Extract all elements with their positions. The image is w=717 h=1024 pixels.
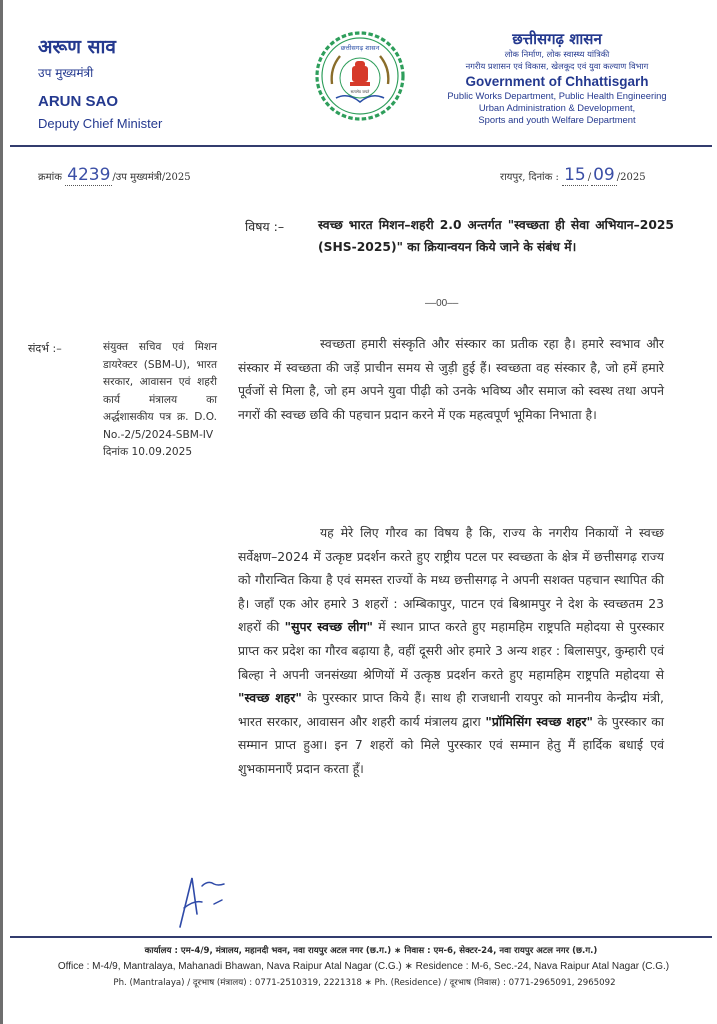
- subject-label: विषय :–: [245, 219, 285, 234]
- letter-date-day: 15: [564, 165, 586, 185]
- letter-date-month: 09: [593, 165, 615, 185]
- sender-name-hindi: अरूण साव: [38, 36, 116, 58]
- letter-number-suffix: /उप मुख्यमंत्री/2025: [112, 172, 191, 183]
- reference-label: संदर्भ :–: [28, 342, 62, 355]
- footer-address: [0, 943, 717, 991]
- sender-designation-hindi: उप मुख्यमंत्री: [38, 66, 94, 80]
- letter-date-year: /2025: [616, 172, 646, 183]
- paragraph-2-part-g: के पुरस्कार का सम्मान प्राप्त हुआ। इन 7 शहरों को मिले पुरस्कार एवं सम्मान हेतु मैं हार्दिक बधाई एवं शुभकामनाएँ प्रदान करता हूँ।: [238, 713, 665, 776]
- departments-english-line2: Urban Administration & Development,: [478, 102, 636, 113]
- departments-hindi-line2: नगरीय प्रशासन एवं विकास, खेलकूद एवं युवा कल्याण विभाग: [465, 61, 649, 71]
- paragraph-2-part-e: के पुरस्कार प्राप्त किये हैं। साथ ही राजधानी रायपुर को माननीय केन्द्रीय मंत्री, भारत सरकार, आवासन और शहरी कार्य मंत्रालय द्वारा: [238, 690, 664, 729]
- body-paragraph-2: [238, 521, 664, 781]
- letter-date-separator: /: [587, 172, 592, 183]
- promising-swachh-shahar-highlight: "प्रॉमिसिंग स्वच्छ शहर": [485, 713, 593, 729]
- letter-number-label: क्रमांक: [38, 172, 62, 183]
- letter-date-label: रायपुर, दिनांक :: [500, 172, 559, 183]
- government-name-english: Government of Chhattisgarh: [465, 74, 649, 89]
- footer-divider: [10, 936, 712, 938]
- departments-hindi-line1: लोक निर्माण, लोक स्वास्थ्य यांत्रिकी: [504, 49, 610, 59]
- letter-number: [38, 165, 191, 185]
- chhattisgarh-emblem-icon: [312, 28, 408, 124]
- footer-address-english: Office : M-4/9, Mantralaya, Mahanadi Bhawan, Nava Raipur Atal Nagar (C.G.) ∗ Residence : M-6, Sec.-24, Nava Raipur Atal Nagar (C.G.): [57, 961, 670, 972]
- paragraph-2-part-a: यह मेरे लिए गौरव का विषय है कि, राज्य के नगरीय निकायों ने स्वच्छ सर्वेक्षण–2024 में उत्कृष्ट प्रदर्शन करते हुए राष्ट्रीय पटल पर स्वच्छता के क्षेत्र में छत्तीसगढ़ राज्य को गौरान्वित किया है एवं समस्त राज्यों के मध्य छत्तीसगढ़ ने अपनी सशक्त पहचान स्थापित की है। जहाँ एक ओर हमारे 3 शहरों : अम्बिकापुर, पाटन एवं बिश्रामपुर ने देश के स्वच्छतम 23 शहरों की: [238, 525, 664, 635]
- letter-number-value: 4239: [67, 165, 111, 185]
- signature: [172, 872, 242, 932]
- swachh-shahar-highlight: "स्वच्छ शहर": [238, 690, 302, 706]
- footer-address-hindi: कार्यालय : एम-4/9, मंत्रालय, महानदी भवन, नवा रायपुर अटल नगर (छ.ग.) ∗ निवास : एम-6, सेक्टर-24, नवा रायपुर अटल नगर (छ.ग.): [144, 946, 598, 956]
- emblem-text: छत्तीसगढ़ शासन: [340, 44, 380, 52]
- government-block: [412, 30, 702, 126]
- header-divider: [10, 145, 712, 147]
- body-paragraph-1: स्वच्छता हमारी संस्कृति और संस्कार का प्रतीक रहा है। हमारे स्वभाव और संस्कार में स्वच्छता की जड़ें प्राचीन समय से जुड़ी हुई हैं। स्वच्छता वह संस्कार है, जो हमें हमारे पूर्वजों से मिला है, जो हम अपने युवा पीढ़ी को उनके भविष्य और समाज को स्वस्थ तथा अपने नगरों की स्वच्छ छवि की पहचान प्रदान करने में एक महत्वपूर्ण भूमिका निभाता है।: [238, 336, 664, 422]
- emblem-motto: सत्यमेव जयते: [350, 89, 370, 94]
- government-name-hindi: छत्तीसगढ़ शासन: [512, 30, 602, 48]
- letter-date: [500, 165, 646, 185]
- reference-text: संयुक्त सचिव एवं मिशन डायरेक्टर (SBM-U), भारत सरकार, आवासन एवं शहरी कार्य मंत्रालय का अर्द्धशासकीय पत्र क्र. D.O. No.-2/5/2024-SBM-IV दिनांक 10.09.2025: [103, 341, 217, 458]
- paragraph-2-part-c: में स्थान प्राप्त करते हुए महामहिम राष्ट्रपति महोदया से पुरस्कार प्राप्त कर प्रदेश का गौरव बढ़ाया है, वहीं दूसरी ओर हमारे 3 अन्य शहर : बिलासपुर, कुम्हारी एवं बिल्हा ने अपनी जनसंख्या श्रेणियों में उत्कृष्ठ प्रदर्शन करते हुए महामहिम राष्ट्रपति महोदया से: [238, 619, 665, 682]
- sender-name-english: ARUN SAO: [38, 93, 119, 110]
- scan-edge: [0, 0, 3, 1024]
- footer-phone: Ph. (Mantralaya) / दूरभाष (मंत्रालय) : 0771-2510319, 2221318 ∗ Ph. (Residence) / दूरभाष (निवास) : 0771-2965091, 2965092: [113, 978, 616, 988]
- departments-english-line1: Public Works Department, Public Health Engineering: [447, 90, 667, 101]
- departments-english-line3: Sports and youth Welfare Department: [478, 114, 636, 125]
- sender-block: [38, 36, 162, 131]
- sender-designation-english: Deputy Chief Minister: [38, 116, 163, 131]
- super-swachh-league-highlight: "सुपर स्वच्छ लीग": [284, 619, 373, 635]
- subject-text: स्वच्छ भारत मिशन–शहरी 2.0 अन्तर्गत "स्वच्छता ही सेवा अभियान–2025 (SHS-2025)" का क्रियान्वयन किये जाने के संबंध में।: [318, 218, 674, 254]
- section-separator: ––00––: [425, 298, 459, 309]
